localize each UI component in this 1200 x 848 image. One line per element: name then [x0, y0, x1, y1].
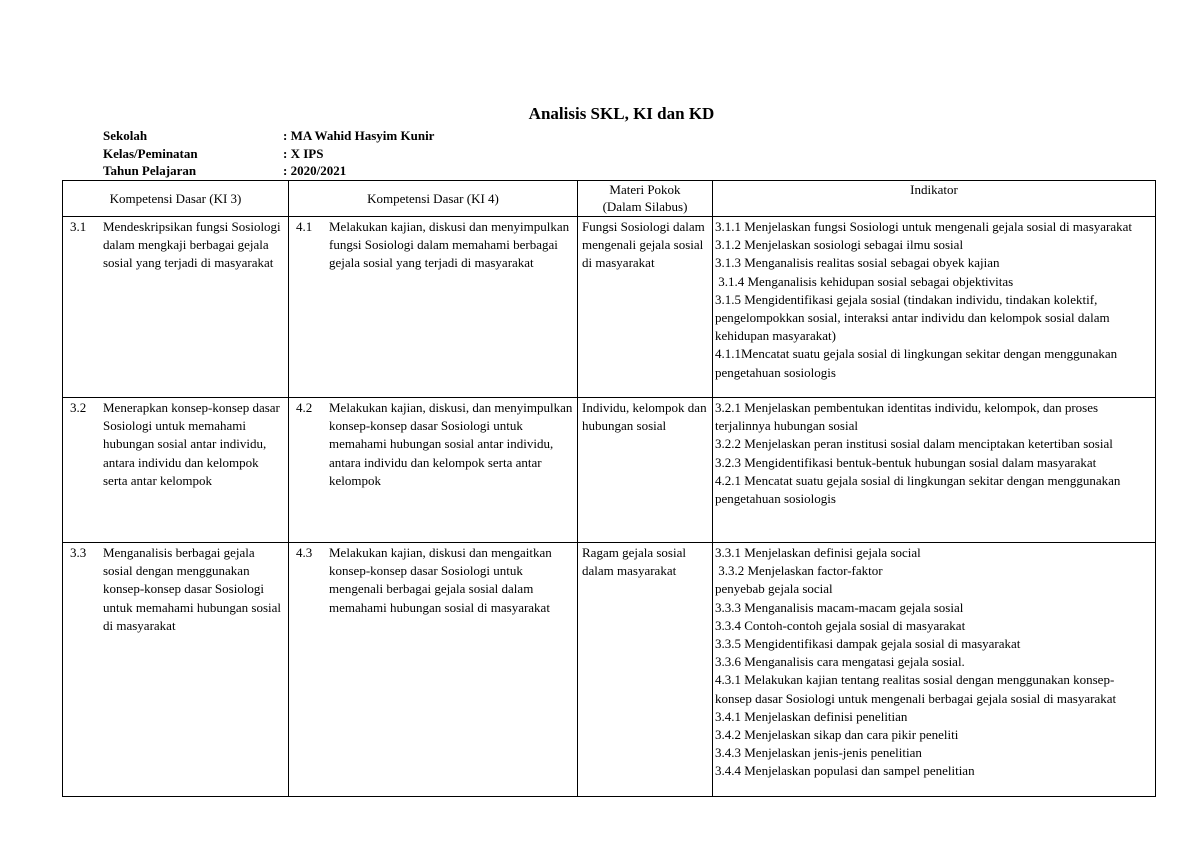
- indikator-item: 3.1.2 Menjelaskan sosiologi sebagai ilmu sosial: [715, 237, 964, 253]
- materi-cell: Individu, kelompok dan hubungan sosial: [578, 398, 713, 543]
- meta-row-class: [103, 145, 434, 163]
- table-header-row: [63, 181, 1156, 217]
- meta-row-year: [103, 162, 434, 180]
- header-materi: [578, 181, 713, 217]
- indikator-item: 3.3.3 Menganalisis macam-macam gejala sosial: [715, 599, 964, 615]
- header-indikator: Indikator: [713, 181, 1156, 217]
- kd3-cell: [63, 398, 289, 543]
- indikator-item: 3.4.4 Menjelaskan populasi dan sampel penelitian: [715, 763, 975, 779]
- indikator-cell: [713, 543, 1156, 797]
- indikator-item: 3.3.5 Mengidentifikasi dampak gejala sosial di masyarakat: [715, 636, 1021, 652]
- year-label: Tahun Pelajaran: [103, 163, 197, 178]
- document-meta: [103, 127, 434, 180]
- kd3-number: 3.1: [70, 219, 87, 234]
- class-label: Kelas/Peminatan: [103, 145, 198, 161]
- table-row: [63, 217, 1156, 398]
- header-kd3: Kompetensi Dasar (KI 3): [63, 181, 289, 217]
- indikator-item: 3.1.3 Menganalisis realitas sosial sebagai obyek kajian: [715, 255, 1000, 271]
- indikator-item: 3.4.1 Menjelaskan definisi penelitian: [715, 708, 908, 724]
- table-row: [63, 543, 1156, 797]
- kd4-text: Melakukan kajian, diskusi dan mengaitkan konsep-konsep dasar Sosiologi untuk mengenali berbagai gejala sosial dalam memahami hubungan sosial di masyarakat: [329, 545, 552, 615]
- indikator-cell: [713, 217, 1156, 398]
- kd3-text: Menerapkan konsep-konsep dasar Sosiologi untuk memahami hubungan sosial antar individu, antara individu dan kelompok serta antar kelompok: [103, 400, 280, 488]
- indikator-item: 4.3.1 Melakukan kajian tentang realitas sosial dengan menggunakan konsep-konsep dasar Sosiologi untuk mengenali berbagai gejala sosial di masyarakat: [715, 672, 1117, 706]
- indikator-item: 3.3.4 Contoh-contoh gejala sosial di masyarakat: [715, 617, 966, 633]
- school-label: Sekolah: [103, 128, 148, 143]
- analysis-table: [62, 180, 1156, 797]
- header-kd4: Kompetensi Dasar (KI 4): [289, 181, 578, 217]
- indikator-item: 3.3.6 Menganalisis cara mengatasi gejala sosial.: [715, 654, 965, 670]
- kd4-number: 4.2: [296, 400, 313, 415]
- indikator-item: 3.1.4 Menganalisis kehidupan sosial sebagai objektivitas: [715, 273, 1014, 289]
- indikator-cell: [713, 398, 1156, 543]
- table-row: [63, 398, 1156, 543]
- year-value: : 2020/2021: [283, 163, 347, 178]
- indikator-item: 3.1.5 Mengidentifikasi gejala sosial (tindakan individu, tindakan kolektif, pengelompokkan sosial, interaksi antar individu dan kelompok sosial dalam kehidupan masyarakat): [715, 291, 1110, 344]
- indikator-item: penyebab gejala social: [715, 581, 833, 597]
- indikator-item: 3.4.3 Menjelaskan jenis-jenis penelitian: [715, 745, 922, 761]
- kd4-cell: [289, 398, 578, 543]
- class-value: : X IPS: [283, 145, 324, 161]
- kd4-cell: [289, 217, 578, 398]
- kd3-text: Menganalisis berbagai gejala sosial dengan menggunakan konsep-konsep dasar Sosiologi untuk memahami hubungan sosial di masyarakat: [103, 545, 282, 633]
- kd3-number: 3.3: [70, 545, 87, 560]
- indikator-item: 3.1.1 Menjelaskan fungsi Sosiologi untuk mengenali gejala sosial di masyarakat: [715, 219, 1133, 234]
- kd4-number: 4.3: [296, 545, 313, 560]
- kd4-cell: [289, 543, 578, 797]
- kd3-cell: [63, 217, 289, 398]
- kd4-number: 4.1: [296, 219, 313, 234]
- materi-cell: Ragam gejala sosial dalam masyarakat: [578, 543, 713, 797]
- indikator-item: 3.3.2 Menjelaskan factor-faktor: [715, 563, 883, 579]
- kd4-text: Melakukan kajian, diskusi, dan menyimpulkan konsep-konsep dasar Sosiologi untuk memahami hubungan sosial antar individu, antara individu dan kelompok serta antar kelompok: [329, 400, 573, 488]
- kd3-text: Mendeskripsikan fungsi Sosiologi dalam mengkaji berbagai gejala sosial yang terjadi di masyarakat: [103, 219, 281, 271]
- kd3-cell: [63, 543, 289, 797]
- header-materi-line2: (Dalam Silabus): [602, 199, 688, 214]
- indikator-item: 3.2.1 Menjelaskan pembentukan identitas individu, kelompok, dan proses terjalinnya hubungan sosial: [715, 400, 1099, 434]
- indikator-item: 4.2.1 Mencatat suatu gejala sosial di lingkungan sekitar dengan menggunakan pengetahuan sosiologis: [715, 472, 1121, 507]
- indikator-item: 3.2.2 Menjelaskan peran institusi sosial dalam menciptakan ketertiban sosial: [715, 436, 1113, 452]
- indikator-item: 3.4.2 Menjelaskan sikap dan cara pikir peneliti: [715, 727, 959, 743]
- kd4-text: Melakukan kajian, diskusi dan menyimpulkan fungsi Sosiologi dalam memahami berbagai gejala sosial yang terjadi di masyarakat: [329, 219, 570, 271]
- indikator-item: 4.1.1Mencatat suatu gejala sosial di lingkungan sekitar dengan menggunakan pengetahuan sosiologis: [715, 346, 1118, 380]
- header-materi-line1: Materi Pokok: [609, 182, 681, 197]
- kd3-number: 3.2: [70, 400, 87, 415]
- school-value: : MA Wahid Hasyim Kunir: [283, 128, 435, 143]
- indikator-item: 3.2.3 Mengidentifikasi bentuk-bentuk hubungan sosial dalam masyarakat: [715, 454, 1097, 470]
- indikator-item: 3.3.1 Menjelaskan definisi gejala social: [715, 545, 921, 560]
- materi-cell: Fungsi Sosiologi dalam mengenali gejala sosial di masyarakat: [578, 217, 713, 398]
- meta-row-school: [103, 127, 434, 145]
- document-title: Analisis SKL, KI dan KD: [528, 104, 715, 123]
